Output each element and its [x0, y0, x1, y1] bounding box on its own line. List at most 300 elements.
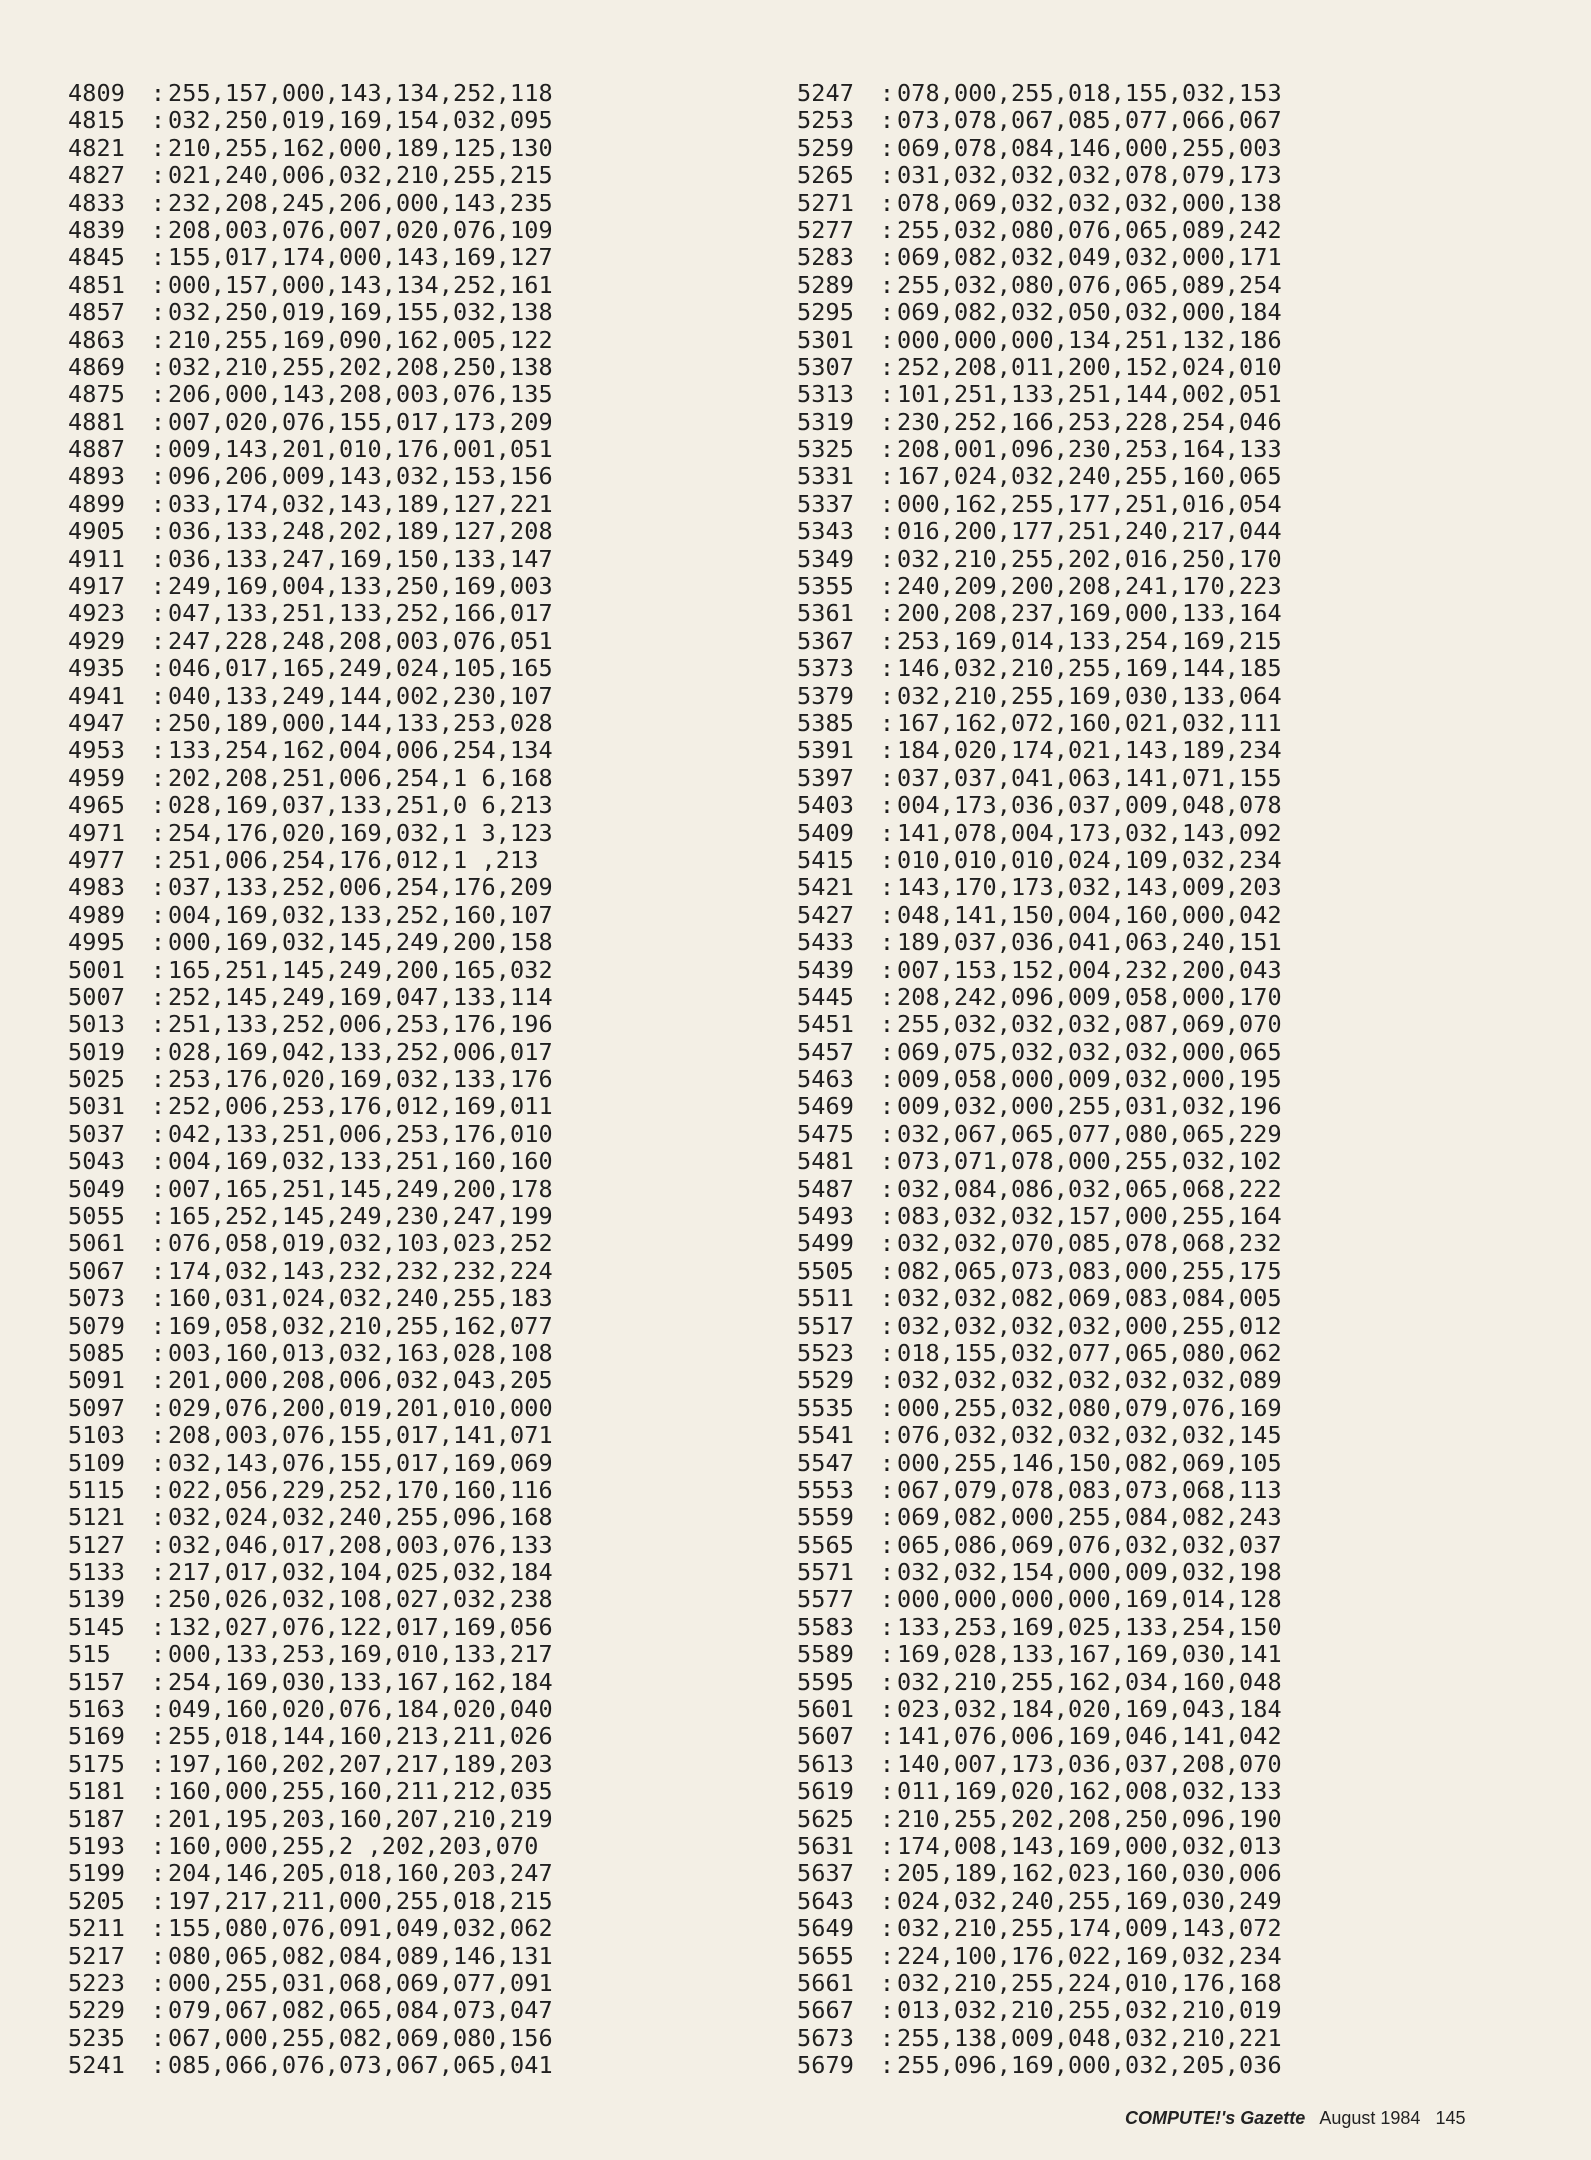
data-values: 069,082,032,050,032,000,184 — [897, 298, 1282, 327]
listing-row — [68, 902, 553, 929]
line-number: 5583 — [797, 1612, 854, 1641]
listing-row — [797, 1395, 1282, 1422]
data-values: 101,251,133,251,144,002,051 — [897, 380, 1282, 409]
separator-colon: : — [879, 599, 895, 628]
separator-colon: : — [150, 517, 166, 546]
data-values: 254,169,030,133,167,162,184 — [168, 1667, 553, 1696]
separator-colon: : — [879, 1092, 895, 1121]
data-values: 167,024,032,240,255,160,065 — [897, 462, 1282, 491]
listing-row — [68, 984, 553, 1011]
separator-colon: : — [150, 599, 166, 628]
data-values: 184,020,174,021,143,189,234 — [897, 736, 1282, 765]
line-number: 5295 — [797, 298, 854, 327]
listing-row — [68, 1586, 553, 1613]
listing-row — [797, 354, 1282, 381]
line-number: 4947 — [68, 708, 125, 737]
line-number: 4929 — [68, 626, 125, 655]
data-values: 249,169,004,133,250,169,003 — [168, 572, 553, 601]
data-values: 000,157,000,143,134,252,161 — [168, 270, 553, 299]
listing-row — [797, 244, 1282, 271]
data-values: 255,032,080,076,065,089,254 — [897, 270, 1282, 299]
separator-colon: : — [879, 1941, 895, 1970]
data-values: 029,076,200,019,201,010,000 — [168, 1393, 553, 1422]
listing-row — [68, 1915, 553, 1942]
data-values: 160,031,024,032,240,255,183 — [168, 1284, 553, 1313]
separator-colon: : — [150, 325, 166, 354]
line-number: 5289 — [797, 270, 854, 299]
data-values: 018,155,032,077,065,080,062 — [897, 1338, 1282, 1367]
separator-colon: : — [879, 1037, 895, 1066]
separator-colon: : — [150, 763, 166, 792]
line-number: 5643 — [797, 1886, 854, 1915]
listing-row — [797, 135, 1282, 162]
listing-row — [68, 1641, 553, 1668]
line-number: 4911 — [68, 544, 125, 573]
line-number: 5349 — [797, 544, 854, 573]
publication-name: COMPUTE!'s Gazette — [1125, 2108, 1306, 2128]
line-number: 5391 — [797, 736, 854, 765]
separator-colon: : — [150, 873, 166, 902]
line-number: 5235 — [68, 2023, 125, 2052]
listing-row — [68, 874, 553, 901]
separator-colon: : — [879, 298, 895, 327]
line-number: 5139 — [68, 1585, 125, 1614]
data-values: 133,253,169,025,133,254,150 — [897, 1612, 1282, 1641]
line-number: 5475 — [797, 1119, 854, 1148]
line-number: 5199 — [68, 1859, 125, 1888]
line-number: 5499 — [797, 1229, 854, 1258]
data-values: 069,082,032,049,032,000,171 — [897, 243, 1282, 272]
separator-colon: : — [150, 1503, 166, 1532]
data-values: 032,210,255,174,009,143,072 — [897, 1914, 1282, 1943]
separator-colon: : — [879, 1640, 895, 1669]
data-values: 080,065,082,084,089,146,131 — [168, 1941, 553, 1970]
listing-row — [68, 573, 553, 600]
listing-row — [68, 1669, 553, 1696]
data-values: 048,141,150,004,160,000,042 — [897, 900, 1282, 929]
separator-colon: : — [879, 352, 895, 381]
data-values: 253,176,020,169,032,133,176 — [168, 1065, 553, 1094]
separator-colon: : — [150, 1119, 166, 1148]
data-values: 078,069,032,032,032,000,138 — [897, 188, 1282, 217]
separator-colon: : — [150, 1777, 166, 1806]
listing-row — [68, 463, 553, 490]
line-number: 5505 — [797, 1256, 854, 1285]
listing-row — [68, 628, 553, 655]
data-values: 202,208,251,006,254,1 6,168 — [168, 763, 553, 792]
data-values: 167,162,072,160,021,032,111 — [897, 708, 1282, 737]
separator-colon: : — [879, 1968, 895, 1997]
data-values: 073,078,067,085,077,066,067 — [897, 106, 1282, 135]
separator-colon: : — [879, 572, 895, 601]
listing-row — [68, 2025, 553, 2052]
data-values: 003,160,013,032,163,028,108 — [168, 1338, 553, 1367]
listing-row — [68, 1833, 553, 1860]
separator-colon: : — [150, 462, 166, 491]
line-number: 5115 — [68, 1475, 125, 1504]
listing-row — [797, 655, 1282, 682]
line-number: 5175 — [68, 1749, 125, 1778]
separator-colon: : — [150, 1202, 166, 1231]
separator-colon: : — [150, 1968, 166, 1997]
separator-colon: : — [879, 462, 895, 491]
data-values: 067,000,255,082,069,080,156 — [168, 2023, 553, 2052]
line-number: 5247 — [797, 79, 854, 107]
data-values: 201,195,203,160,207,210,219 — [168, 1804, 553, 1833]
listing-row — [797, 327, 1282, 354]
line-number: 515 — [68, 1640, 125, 1669]
separator-colon: : — [150, 435, 166, 464]
data-values: 000,255,031,068,069,077,091 — [168, 1968, 553, 1997]
listing-row — [68, 244, 553, 271]
separator-colon: : — [150, 380, 166, 409]
data-values: 169,058,032,210,255,162,077 — [168, 1311, 553, 1340]
data-values: 032,032,032,032,000,255,012 — [897, 1311, 1282, 1340]
line-number: 5091 — [68, 1366, 125, 1395]
listing-row — [797, 1258, 1282, 1285]
separator-colon: : — [879, 1612, 895, 1641]
separator-colon: : — [150, 2023, 166, 2052]
separator-colon: : — [150, 133, 166, 162]
separator-colon: : — [879, 1284, 895, 1313]
separator-colon: : — [879, 900, 895, 929]
listing-row — [797, 463, 1282, 490]
data-values: 252,006,253,176,012,169,011 — [168, 1092, 553, 1121]
line-number: 5013 — [68, 1010, 125, 1039]
line-number: 4845 — [68, 243, 125, 272]
data-values: 230,252,166,253,228,254,046 — [897, 407, 1282, 436]
separator-colon: : — [150, 1585, 166, 1614]
data-values: 251,133,252,006,253,176,196 — [168, 1010, 553, 1039]
listing-row — [68, 409, 553, 436]
line-number: 5487 — [797, 1174, 854, 1203]
line-number: 5445 — [797, 982, 854, 1011]
listing-row — [797, 1477, 1282, 1504]
line-number: 5133 — [68, 1558, 125, 1587]
line-number: 5673 — [797, 2023, 854, 2052]
data-values: 022,056,229,252,170,160,116 — [168, 1475, 553, 1504]
listing-row — [797, 573, 1282, 600]
data-values: 000,000,000,134,251,132,186 — [897, 325, 1282, 354]
listing-row — [68, 683, 553, 710]
line-number: 5619 — [797, 1777, 854, 1806]
listing-row — [797, 217, 1282, 244]
line-number: 5019 — [68, 1037, 125, 1066]
line-number: 5085 — [68, 1338, 125, 1367]
separator-colon: : — [879, 1667, 895, 1696]
listing-row — [797, 1669, 1282, 1696]
line-number: 5217 — [68, 1941, 125, 1970]
separator-colon: : — [150, 1256, 166, 1285]
listing-row — [68, 765, 553, 792]
line-number: 4887 — [68, 435, 125, 464]
listing-row — [797, 80, 1282, 107]
data-values: 076,058,019,032,103,023,252 — [168, 1229, 553, 1258]
line-number: 5523 — [797, 1338, 854, 1367]
listing-row — [797, 792, 1282, 819]
data-values: 047,133,251,133,252,166,017 — [168, 599, 553, 628]
separator-colon: : — [879, 489, 895, 518]
separator-colon: : — [879, 1914, 895, 1943]
data-values: 011,169,020,162,008,032,133 — [897, 1777, 1282, 1806]
line-number: 5679 — [797, 2051, 854, 2080]
line-number: 5379 — [797, 681, 854, 710]
data-values: 155,017,174,000,143,169,127 — [168, 243, 553, 272]
data-values: 247,228,248,208,003,076,051 — [168, 626, 553, 655]
listing-row — [68, 1723, 553, 1750]
separator-colon: : — [879, 1393, 895, 1422]
listing-row — [68, 1176, 553, 1203]
data-values: 000,255,146,150,082,069,105 — [897, 1448, 1282, 1477]
listing-row — [797, 737, 1282, 764]
data-values: 085,066,076,073,067,065,041 — [168, 2051, 553, 2080]
separator-colon: : — [150, 79, 166, 107]
separator-colon: : — [879, 1147, 895, 1176]
line-number: 5469 — [797, 1092, 854, 1121]
listing-row — [797, 1066, 1282, 1093]
listing-row — [68, 820, 553, 847]
listing-row — [68, 1285, 553, 1312]
data-values: 031,032,032,032,078,079,173 — [897, 161, 1282, 190]
separator-colon: : — [150, 1667, 166, 1696]
separator-colon: : — [150, 1366, 166, 1395]
separator-colon: : — [150, 791, 166, 820]
listing-row — [68, 1230, 553, 1257]
data-values: 255,032,032,032,087,069,070 — [897, 1010, 1282, 1039]
separator-colon: : — [879, 982, 895, 1011]
line-number: 5577 — [797, 1585, 854, 1614]
line-number: 4995 — [68, 928, 125, 957]
listing-row — [68, 710, 553, 737]
separator-colon: : — [150, 681, 166, 710]
separator-colon: : — [150, 1338, 166, 1367]
data-values: 197,217,211,000,255,018,215 — [168, 1886, 553, 1915]
data-values: 165,252,145,249,230,247,199 — [168, 1202, 553, 1231]
line-number: 5409 — [797, 818, 854, 847]
separator-colon: : — [150, 736, 166, 765]
line-number: 5529 — [797, 1366, 854, 1395]
separator-colon: : — [150, 1284, 166, 1313]
listing-row — [68, 1751, 553, 1778]
line-number: 4833 — [68, 188, 125, 217]
line-number: 5067 — [68, 1256, 125, 1285]
separator-colon: : — [879, 407, 895, 436]
listing-row — [797, 1422, 1282, 1449]
data-values: 046,017,165,249,024,105,165 — [168, 654, 553, 683]
listing-row — [797, 1367, 1282, 1394]
data-values: 069,078,084,146,000,255,003 — [897, 133, 1282, 162]
data-values: 250,189,000,144,133,253,028 — [168, 708, 553, 737]
separator-colon: : — [150, 1941, 166, 1970]
line-number: 4863 — [68, 325, 125, 354]
separator-colon: : — [150, 1749, 166, 1778]
listing-row — [797, 957, 1282, 984]
line-number: 4941 — [68, 681, 125, 710]
listing-row — [68, 1340, 553, 1367]
listing-row — [68, 272, 553, 299]
listing-row — [797, 1696, 1282, 1723]
listing-row — [68, 1313, 553, 1340]
separator-colon: : — [879, 873, 895, 902]
line-number: 5223 — [68, 1968, 125, 1997]
data-values: 255,018,144,160,213,211,026 — [168, 1722, 553, 1751]
listing-row — [68, 957, 553, 984]
separator-colon: : — [150, 1558, 166, 1587]
listing-row — [797, 1997, 1282, 2024]
data-values: 007,153,152,004,232,200,043 — [897, 955, 1282, 984]
line-number: 4851 — [68, 270, 125, 299]
line-number: 5037 — [68, 1119, 125, 1148]
separator-colon: : — [879, 1065, 895, 1094]
data-values: 004,169,032,133,251,160,160 — [168, 1147, 553, 1176]
data-values: 200,208,237,169,000,133,164 — [897, 599, 1282, 628]
separator-colon: : — [150, 1448, 166, 1477]
listing-row — [797, 1148, 1282, 1175]
separator-colon: : — [879, 1996, 895, 2025]
separator-colon: : — [150, 352, 166, 381]
separator-colon: : — [879, 435, 895, 464]
line-number: 5553 — [797, 1475, 854, 1504]
line-number: 5667 — [797, 1996, 854, 2025]
data-values: 141,078,004,173,032,143,092 — [897, 818, 1282, 847]
data-values: 253,169,014,133,254,169,215 — [897, 626, 1282, 655]
listing-row — [797, 1504, 1282, 1531]
listing-row — [68, 600, 553, 627]
data-values: 189,037,036,041,063,240,151 — [897, 928, 1282, 957]
listing-row — [797, 491, 1282, 518]
listing-row — [797, 1778, 1282, 1805]
listing-row — [797, 1586, 1282, 1613]
separator-colon: : — [150, 1065, 166, 1094]
listing-row — [68, 1860, 553, 1887]
data-values: 000,133,253,169,010,133,217 — [168, 1640, 553, 1669]
line-number: 5337 — [797, 489, 854, 518]
listing-row — [68, 1395, 553, 1422]
data-values: 004,169,032,133,252,160,107 — [168, 900, 553, 929]
line-number: 4971 — [68, 818, 125, 847]
data-values: 208,001,096,230,253,164,133 — [897, 435, 1282, 464]
separator-colon: : — [879, 1421, 895, 1450]
line-number: 5259 — [797, 133, 854, 162]
data-values: 201,000,208,006,032,043,205 — [168, 1366, 553, 1395]
listing-row — [68, 1970, 553, 1997]
line-number: 5607 — [797, 1722, 854, 1751]
data-values: 009,032,000,255,031,032,196 — [897, 1092, 1282, 1121]
page-footer — [1125, 2108, 1475, 2129]
line-number: 5571 — [797, 1558, 854, 1587]
separator-colon: : — [150, 407, 166, 436]
separator-colon: : — [879, 1804, 895, 1833]
separator-colon: : — [879, 1530, 895, 1559]
listing-row — [68, 327, 553, 354]
separator-colon: : — [879, 1174, 895, 1203]
separator-colon: : — [879, 1886, 895, 1915]
separator-colon: : — [879, 1448, 895, 1477]
listing-row — [797, 1806, 1282, 1833]
separator-colon: : — [150, 955, 166, 984]
listing-row — [797, 1860, 1282, 1887]
separator-colon: : — [150, 1530, 166, 1559]
line-number: 4821 — [68, 133, 125, 162]
listing-row — [68, 1504, 553, 1531]
separator-colon: : — [879, 736, 895, 765]
line-number: 5007 — [68, 982, 125, 1011]
line-number: 5145 — [68, 1612, 125, 1641]
data-values: 007,165,251,145,249,200,178 — [168, 1174, 553, 1203]
separator-colon: : — [879, 106, 895, 135]
listing-row — [797, 1888, 1282, 1915]
listing-row — [68, 491, 553, 518]
data-values: 255,096,169,000,032,205,036 — [897, 2051, 1282, 2080]
listing-row — [797, 381, 1282, 408]
line-number: 5331 — [797, 462, 854, 491]
separator-colon: : — [879, 1722, 895, 1751]
listing-row — [68, 1477, 553, 1504]
listing-row — [797, 1230, 1282, 1257]
listing-row — [797, 984, 1282, 1011]
listing-row — [68, 929, 553, 956]
line-number: 4893 — [68, 462, 125, 491]
line-number: 5433 — [797, 928, 854, 957]
separator-colon: : — [879, 708, 895, 737]
data-values: 032,210,255,224,010,176,168 — [897, 1968, 1282, 1997]
line-number: 5307 — [797, 352, 854, 381]
listing-row — [68, 1066, 553, 1093]
listing-row — [797, 1313, 1282, 1340]
line-number: 5031 — [68, 1092, 125, 1121]
line-number: 5313 — [797, 380, 854, 409]
separator-colon: : — [879, 1229, 895, 1258]
line-number: 4857 — [68, 298, 125, 327]
separator-colon: : — [150, 106, 166, 135]
separator-colon: : — [879, 1119, 895, 1148]
listing-row — [68, 1888, 553, 1915]
separator-colon: : — [879, 2023, 895, 2052]
data-values: 000,000,000,000,169,014,128 — [897, 1585, 1282, 1614]
data-values: 069,082,000,255,084,082,243 — [897, 1503, 1282, 1532]
listing-row — [68, 107, 553, 134]
data-values: 208,003,076,155,017,141,071 — [168, 1421, 553, 1450]
line-number: 5049 — [68, 1174, 125, 1203]
line-number: 5079 — [68, 1311, 125, 1340]
line-number: 4935 — [68, 654, 125, 683]
data-values: 037,037,041,063,141,071,155 — [897, 763, 1282, 792]
separator-colon: : — [879, 928, 895, 957]
data-values: 032,210,255,202,016,250,170 — [897, 544, 1282, 573]
data-values: 252,208,011,200,152,024,010 — [897, 352, 1282, 381]
line-number: 5205 — [68, 1886, 125, 1915]
listing-row — [68, 217, 553, 244]
listing-row — [797, 1614, 1282, 1641]
line-number: 5373 — [797, 654, 854, 683]
separator-colon: : — [150, 1229, 166, 1258]
data-values: 032,032,070,085,078,068,232 — [897, 1229, 1282, 1258]
line-number: 5073 — [68, 1284, 125, 1313]
listing-row — [68, 546, 553, 573]
separator-colon: : — [150, 1914, 166, 1943]
data-values: 240,209,200,208,241,170,223 — [897, 572, 1282, 601]
separator-colon: : — [150, 243, 166, 272]
listing-row — [797, 1915, 1282, 1942]
line-number: 5301 — [797, 325, 854, 354]
data-values: 065,086,069,076,032,032,037 — [897, 1530, 1282, 1559]
separator-colon: : — [150, 1174, 166, 1203]
separator-colon: : — [150, 1010, 166, 1039]
line-number: 5229 — [68, 1996, 125, 2025]
line-number: 5319 — [797, 407, 854, 436]
separator-colon: : — [150, 708, 166, 737]
listing-column-left — [68, 80, 553, 2080]
